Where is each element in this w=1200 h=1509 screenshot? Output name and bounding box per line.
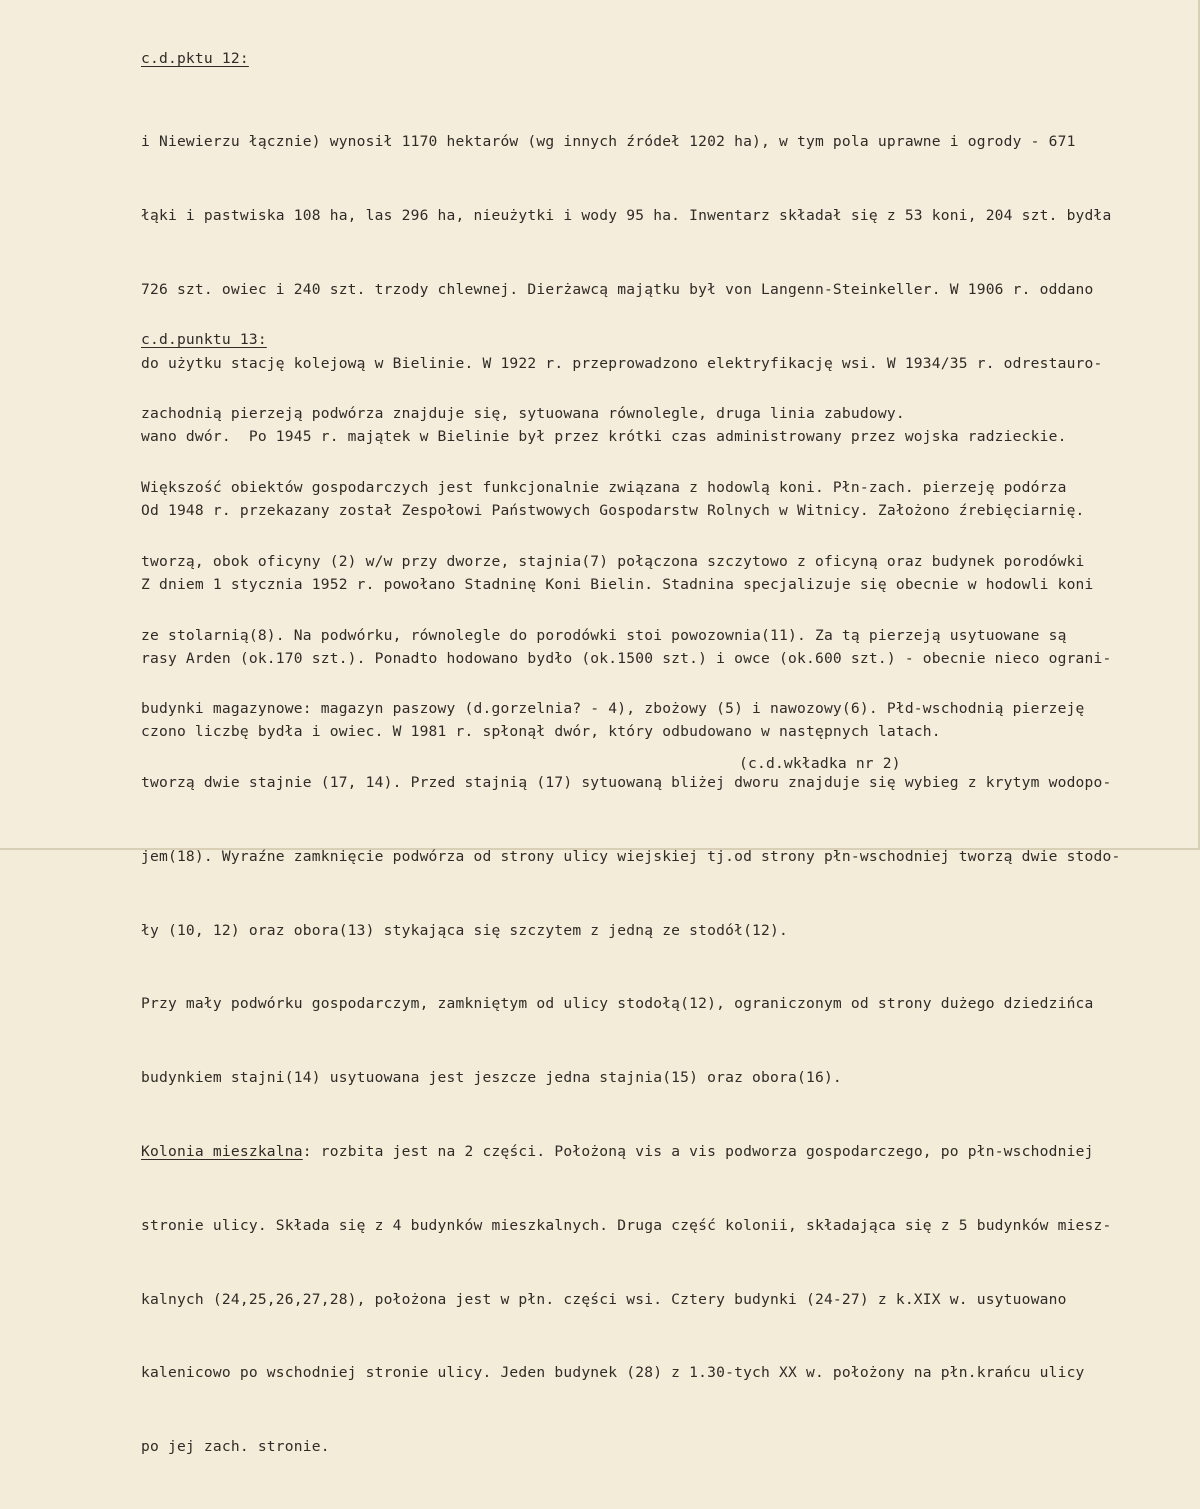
text-line: ły (10, 12) oraz obora(13) stykająca się szczytem z jedną ze stodół(12). xyxy=(141,921,789,939)
text-line: łąki i pastwiska 108 ha, las 296 ha, nieużytki i wody 95 ha. Inwentarz składał się z 53 koni, 204 szt. bydła xyxy=(141,206,1112,224)
text-line: Przy mały podwórku gospodarczym, zamkniętym od ulicy stodołą(12), ograniczonym od strony dużego dziedzińca xyxy=(141,995,1094,1013)
kolonia-line xyxy=(141,1140,1121,1165)
text-line: Od 1948 r. przekazany został Zespołowi Państwowych Gospodarstw Rolnych w Witnicy. Założono źrebięciarnię. xyxy=(141,502,1085,520)
continuation-note: (c.d.wkładka nr 2) xyxy=(739,755,901,772)
section-heading-punktu-13: c.d.punktu 13: xyxy=(141,331,267,348)
text-line: Większość obiektów gospodarczych jest funkcjonalnie związana z hodowlą koni. Płn-zach. pierzeję podórza xyxy=(141,478,1067,496)
text-line: po jej zach. stronie. xyxy=(141,1438,330,1456)
text-line: czono liczbę bydła i owiec. W 1981 r. spłonął dwór, który odbudowano w następnych latach. xyxy=(141,723,941,741)
text-line: budynkiem stajni(14) usytuowana jest jeszcze jedna stajnia(15) oraz obora(16). xyxy=(141,1069,842,1087)
kolonia-mieszkalna-label: Kolonia mieszkalna xyxy=(141,1143,303,1160)
text-line: zachodnią pierzeją podwórza znajduje się, sytuowana równolegle, druga linia zabudowy. xyxy=(141,405,905,423)
text-line: wano dwór. Po 1945 r. majątek w Bielinie był przez krótki czas administrowany przez wojska radzieckie. xyxy=(141,428,1067,446)
kolonia-text: : rozbita jest na 2 części. Położoną vis a vis podworza gospodarczego, po płn-wschodniej xyxy=(302,1143,1094,1160)
text-line: ze stolarnią(8). Na podwórku, równolegle do porodówki stoi powozownia(11). Za tą pierzeją usytuowane są xyxy=(141,626,1067,644)
text-line: kalnych (24,25,26,27,28), położona jest w płn. części wsi. Cztery budynki (24-27) z k.XIX w. usytuowano xyxy=(141,1290,1067,1308)
text-line: 726 szt. owiec i 240 szt. trzody chlewnej. Dierżawcą majątku był von Langenn-Steinkeller. W 1906 r. oddano xyxy=(141,280,1094,298)
text-line: do użytku stację kolejową w Bielinie. W 1922 r. przeprowadzono elektryfikację wsi. W 1934/35 r. odrestauro- xyxy=(141,354,1103,372)
text-line: stronie ulicy. Składa się z 4 budynków mieszkalnych. Druga część kolonii, składająca się z 5 budynków miesz- xyxy=(141,1216,1112,1234)
text-line: i Niewierzu łącznie) wynosił 1170 hektarów (wg innych źródeł 1202 ha), w tym pola uprawne i ogrody - 671 xyxy=(141,133,1076,151)
text-line: budynki magazynowe: magazyn paszowy (d.gorzelnia? - 4), zbożowy (5) i nawozowy(6). Płd-wschodnią pierzeję xyxy=(141,700,1085,718)
text-line: tworzą, obok oficyny (2) w/w przy dworze, stajnia(7) połączona szczytowo z oficyną oraz budynek porodówki xyxy=(141,552,1085,570)
section-2-body xyxy=(141,353,1121,1509)
text-line: tworzą dwie stajnie (17, 14). Przed stajnią (17) sytuowaną bliżej dworu znajduje się wybieg z krytym wodopo- xyxy=(141,774,1112,792)
text-line: jem(18). Wyraźne zamknięcie podwórza od strony ulicy wiejskiej tj.od strony płn-wschodniej tworzą dwie stodo- xyxy=(141,847,1121,865)
section-heading-pktu-12: c.d.pktu 12: xyxy=(141,50,249,67)
text-line: rasy Arden (ok.170 szt.). Ponadto hodowano bydło (ok.1500 szt.) i owce (ok.600 szt.) - obecnie nieco ograni- xyxy=(141,649,1112,667)
text-line: Z dniem 1 stycznia 1952 r. powołano Stadninę Koni Bielin. Stadnina specjalizuje się obecnie w hodowli koni xyxy=(141,575,1094,593)
text-line: kalenicowo po wschodniej stronie ulicy. Jeden budynek (28) z 1.30-tych XX w. położony na płn.krańcu ulicy xyxy=(141,1364,1085,1382)
